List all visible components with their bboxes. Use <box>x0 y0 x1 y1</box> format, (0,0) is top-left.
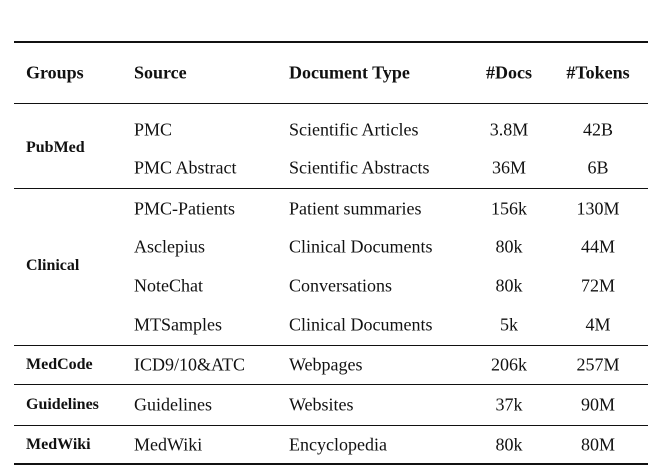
group-label: Guidelines <box>26 396 99 413</box>
cell-doctype: Scientific Articles <box>289 119 419 140</box>
cell-docs: 156k <box>491 198 527 219</box>
cell-tokens: 72M <box>580 275 616 296</box>
header-rule <box>14 103 648 104</box>
cell-source: PMC-Patients <box>134 198 236 219</box>
top-rule <box>14 41 648 43</box>
cell-doctype: Webpages <box>289 354 363 375</box>
cell-source: MTSamples <box>134 314 222 335</box>
cell-docs: 3.8M <box>489 119 529 140</box>
cell-docs: 80k <box>495 275 523 296</box>
cell-doctype: Encyclopedia <box>289 434 387 455</box>
cell-docs: 36M <box>491 157 527 178</box>
cell-docs: 80k <box>495 236 523 257</box>
cell-tokens: 6B <box>587 157 609 178</box>
cell-tokens: 130M <box>576 198 620 219</box>
cell-docs: 5k <box>500 314 518 335</box>
cell-tokens: 80M <box>580 434 616 455</box>
cell-docs: 80k <box>495 434 523 455</box>
cell-tokens: 4M <box>585 314 611 335</box>
cell-source: PMC Abstract <box>134 157 237 178</box>
group-label: Clinical <box>26 257 80 274</box>
bottom-rule <box>14 463 648 465</box>
cell-source: Asclepius <box>134 236 205 257</box>
cell-doctype: Conversations <box>289 275 392 296</box>
cell-source: ICD9/10&ATC <box>134 354 246 375</box>
cell-source: NoteChat <box>134 275 203 296</box>
header-tokens: #Tokens <box>566 62 630 83</box>
cell-doctype: Scientific Abstracts <box>289 157 430 178</box>
group-rule <box>14 188 648 189</box>
header-groups: Groups <box>26 62 84 83</box>
cell-tokens: 44M <box>580 236 616 257</box>
cell-doctype: Websites <box>289 394 354 415</box>
cell-doctype: Clinical Documents <box>289 236 433 257</box>
cell-tokens: 90M <box>580 394 616 415</box>
group-rule <box>14 425 648 426</box>
cell-source: MedWiki <box>134 434 203 455</box>
cell-docs: 206k <box>491 354 527 375</box>
cell-doctype: Patient summaries <box>289 198 422 219</box>
cell-source: PMC <box>134 119 173 140</box>
group-label: PubMed <box>26 139 85 156</box>
cell-source: Guidelines <box>134 394 212 415</box>
cell-tokens: 42B <box>582 119 614 140</box>
group-rule <box>14 384 648 385</box>
group-label: MedCode <box>26 356 93 373</box>
header-docs: #Docs <box>486 62 532 83</box>
cell-tokens: 257M <box>576 354 620 375</box>
header-document-type: Document Type <box>289 62 410 83</box>
header-source: Source <box>134 62 187 83</box>
group-label: MedWiki <box>26 436 91 453</box>
group-rule <box>14 345 648 346</box>
cell-doctype: Clinical Documents <box>289 314 433 335</box>
cell-docs: 37k <box>495 394 523 415</box>
